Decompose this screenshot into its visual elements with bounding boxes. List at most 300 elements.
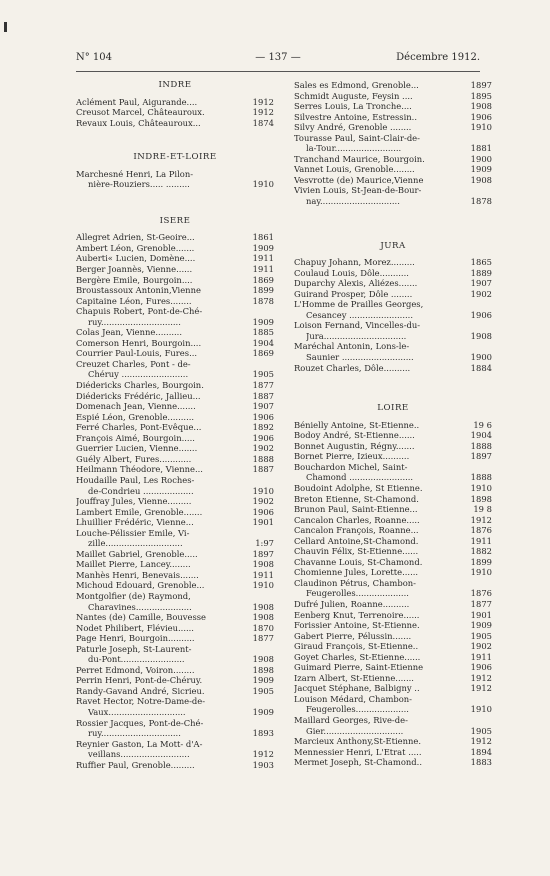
- member-entry: [76, 338, 274, 349]
- member-entry: [294, 352, 492, 363]
- member-name: Guély Albert, Fures............: [76, 453, 192, 464]
- member-entry: [294, 536, 492, 547]
- member-name: Manhès Henri, Benevais.......: [76, 569, 199, 580]
- member-name: Duparchy Alexis, Aliézes.......: [294, 278, 418, 289]
- member-name: la-Tour.........................: [306, 143, 402, 154]
- member-name: Breton Etienne, St-Chamond.: [294, 493, 419, 504]
- member-name: Colas Jean, Vienne..........: [76, 327, 183, 338]
- member-entry: [76, 749, 274, 760]
- member-entry: [76, 686, 274, 697]
- member-year: 1902: [252, 496, 274, 507]
- member-year: 1908: [252, 601, 274, 612]
- member-entry: [294, 620, 492, 631]
- member-year: 1909: [252, 675, 274, 686]
- member-name: Cancalon François, Roanne...: [294, 525, 419, 536]
- member-year: 1884: [470, 362, 492, 373]
- member-year: 1902: [470, 288, 492, 299]
- member-entry: [294, 557, 492, 568]
- member-entry: [76, 528, 274, 539]
- member-entry: [294, 715, 492, 726]
- member-name: Chéruy .........................: [88, 369, 189, 380]
- member-entry: [76, 443, 274, 454]
- member-year: 1910: [470, 567, 492, 578]
- member-year: 1904: [252, 337, 274, 348]
- member-name: Silvy André, Grenoble ........: [294, 122, 412, 133]
- member-year: 1909: [252, 706, 274, 717]
- member-entry: [294, 185, 492, 196]
- member-year: 1878: [470, 196, 492, 207]
- member-name: Gabert Pierre, Pélussin.......: [294, 630, 412, 641]
- member-year: 1911: [252, 569, 274, 580]
- member-year: [470, 341, 492, 352]
- member-year: [470, 299, 492, 310]
- member-year: 1901: [252, 517, 274, 528]
- member-year: 1899: [470, 556, 492, 567]
- member-name: Heilmann Théodore, Vienne...: [76, 464, 203, 475]
- member-name: Chavanne Louis, St-Chamond.: [294, 556, 423, 567]
- member-year: [252, 306, 274, 317]
- member-year: 1906: [470, 662, 492, 673]
- member-name: Nodet Philibert, Flévieu......: [76, 622, 194, 633]
- member-name: Domenach Jean, Vienne.......: [76, 401, 196, 412]
- member-entry: [76, 644, 274, 655]
- member-entry: [76, 496, 274, 507]
- member-entry: [294, 154, 492, 165]
- member-entry: [76, 507, 274, 518]
- binding-mark: [4, 22, 7, 32]
- section-gap: [294, 373, 492, 403]
- member-entry: [76, 602, 274, 613]
- member-name: Cellard Antoine,St-Chamond.: [294, 535, 419, 546]
- member-year: 1861: [252, 232, 274, 243]
- member-name: Maréchal Antonin, Lons-le-: [294, 341, 410, 352]
- issue-number: N° 104: [76, 52, 113, 63]
- member-name: Guimard Pierre, Saint-Etienne: [294, 662, 424, 673]
- member-year: [470, 320, 492, 331]
- member-name: Vesvrotte (de) Maurice,Vienne: [294, 174, 424, 185]
- member-entry: [76, 760, 274, 771]
- section-gap: [76, 128, 274, 152]
- member-entry: [294, 683, 492, 694]
- member-entry: [76, 486, 274, 497]
- member-entry: [294, 472, 492, 483]
- member-entry: [294, 175, 492, 186]
- member-entry: [76, 433, 274, 444]
- member-year: 1905: [252, 369, 274, 380]
- member-year: 1910: [252, 485, 274, 496]
- member-entry: [294, 567, 492, 578]
- member-name: Rossier Jacques, Pont-de-Ché-: [76, 717, 204, 728]
- member-year: [470, 715, 492, 726]
- member-year: [470, 578, 492, 589]
- member-year: 1912: [470, 514, 492, 525]
- member-name: Loison Fernand, Vincelles-du-: [294, 320, 421, 331]
- member-year: 1894: [470, 746, 492, 757]
- member-name: Nantes (de) Camille, Bouvesse: [76, 612, 207, 623]
- section-title: LOIRE: [377, 403, 409, 414]
- member-name: Goyet Charles, St-Etienne......: [294, 651, 421, 662]
- member-entry: [76, 549, 274, 560]
- member-entry: [76, 317, 274, 328]
- member-entry: [294, 268, 492, 279]
- member-name: Tranchand Maurice, Bourgoin.: [294, 153, 425, 164]
- member-name: Mermet Joseph, St-Chamond..: [294, 757, 422, 768]
- member-name: Bouchardon Michel, Saint-: [294, 461, 408, 472]
- member-year: 1893: [252, 728, 274, 739]
- member-name: nay..............................: [306, 196, 400, 207]
- member-name: Allegret Adrien, St-Geoire...: [76, 232, 195, 243]
- member-year: 1906: [470, 111, 492, 122]
- member-name: Cesancey ........................: [306, 309, 413, 320]
- member-year: 1888: [252, 453, 274, 464]
- page-number: — 137 —: [255, 52, 301, 63]
- member-name: Berger Joannès, Vienne......: [76, 264, 193, 275]
- member-name: Vivien Louis, St-Jean-de-Bour-: [294, 185, 422, 196]
- member-year: 1878: [252, 295, 274, 306]
- member-name: Courrier Paul-Louis, Fures...: [76, 348, 198, 359]
- section-title: INDRE-ET-LOIRE: [133, 152, 217, 163]
- member-name: François Aimé, Bourgoin.....: [76, 432, 195, 443]
- member-name: Sales es Edmond, Grenoble...: [294, 80, 419, 90]
- member-entry: [76, 275, 274, 286]
- member-year: [252, 718, 274, 729]
- member-year: [252, 359, 274, 370]
- member-year: 1902: [470, 641, 492, 652]
- member-entry: [76, 728, 274, 739]
- member-year: 1912: [470, 672, 492, 683]
- member-year: 1876: [470, 525, 492, 536]
- member-year: 1911: [252, 253, 274, 264]
- member-name: Maillet Pierre, Lancey........: [76, 559, 191, 570]
- member-name: Comerson Henri, Bourgoin....: [76, 337, 202, 348]
- member-name: Eenberg Knut, Terrenoire......: [294, 609, 420, 620]
- member-entry: [294, 546, 492, 557]
- member-entry: [294, 101, 492, 112]
- member-year: [470, 185, 492, 196]
- member-year: 1877: [252, 633, 274, 644]
- member-name: Houdaille Paul, Les Roches-: [76, 474, 195, 485]
- member-entry: [76, 739, 274, 750]
- member-year: 1909: [470, 164, 492, 175]
- member-entry: [76, 464, 274, 475]
- member-entry: [294, 299, 492, 310]
- member-year: [470, 694, 492, 705]
- member-year: 1898: [470, 493, 492, 504]
- member-entry: [294, 599, 492, 610]
- member-year: [252, 644, 274, 655]
- member-name: Serres Louis, La Tronche....: [294, 101, 412, 112]
- member-year: 1900: [470, 352, 492, 363]
- member-year: 1876: [470, 588, 492, 599]
- member-name: Michoud Edouard, Grenoble...: [76, 580, 205, 591]
- member-year: 1900: [470, 153, 492, 164]
- member-year: [252, 696, 274, 707]
- member-entry: [294, 310, 492, 321]
- member-name: Feugerolles....................: [306, 588, 409, 599]
- member-name: Dufré Julien, Roanne..........: [294, 598, 410, 609]
- member-entry: [294, 652, 492, 663]
- member-name: Claudinon Pétrus, Chambon-: [294, 577, 416, 588]
- member-name: Boudoint Adolphe, St Etienne.: [294, 482, 423, 493]
- member-name: Gier..............................: [306, 725, 404, 736]
- member-entry: [76, 517, 274, 528]
- member-entry: [294, 91, 492, 102]
- page-header: [76, 52, 480, 66]
- member-entry: [294, 289, 492, 300]
- member-entry: [294, 420, 492, 431]
- member-year: 1883: [470, 757, 492, 768]
- member-entry: [76, 359, 274, 370]
- member-name: Chomienne Jules, Lorette......: [294, 567, 419, 578]
- member-name: Louison Médard, Chambon-: [294, 693, 413, 704]
- member-year: [252, 169, 274, 180]
- member-name: Bonnet Augustin, Régny.......: [294, 440, 415, 451]
- member-entry: [76, 675, 274, 686]
- member-year: 1904: [470, 430, 492, 441]
- member-year: 1906: [252, 432, 274, 443]
- member-year: 1907: [470, 278, 492, 289]
- member-name: Page Henri, Bourgoin..........: [76, 633, 195, 644]
- member-entry: [76, 107, 274, 118]
- member-name: Ravet Hector, Notre-Dame-de-: [76, 696, 206, 707]
- member-entry: [76, 285, 274, 296]
- member-name: Auberti« Lucien, Domène....: [76, 253, 196, 264]
- member-year: 1910: [470, 482, 492, 493]
- member-name: Rouzet Charles, Dôle..........: [294, 362, 411, 373]
- member-entry: [76, 559, 274, 570]
- member-entry: [294, 320, 492, 331]
- member-entry: [76, 169, 274, 180]
- member-year: 1898: [252, 664, 274, 675]
- member-entry: [294, 122, 492, 133]
- member-entry: [294, 80, 492, 91]
- member-year: 1909: [252, 242, 274, 253]
- section-title: ISERE: [159, 215, 191, 226]
- member-name: Coulaud Louis, Dôle...........: [294, 267, 409, 278]
- member-name: ruy..............................: [88, 728, 181, 739]
- member-entry: [76, 264, 274, 275]
- member-name: ruy..............................: [88, 316, 181, 327]
- member-entry: [294, 164, 492, 175]
- member-year: [252, 528, 274, 539]
- member-year: 1887: [252, 390, 274, 401]
- member-entry: [76, 580, 274, 591]
- member-year: 1885: [252, 327, 274, 338]
- member-entry: [294, 673, 492, 684]
- member-entry: [76, 696, 274, 707]
- member-year: [252, 475, 274, 486]
- member-name: Saunier ...........................: [306, 352, 414, 363]
- member-year: 1908: [252, 612, 274, 623]
- member-name: Creuzet Charles, Pont - de-: [76, 358, 191, 369]
- member-year: 1877: [470, 598, 492, 609]
- member-entry: [294, 257, 492, 268]
- member-entry: [294, 662, 492, 673]
- member-year: 1910: [252, 179, 274, 190]
- member-entry: [294, 736, 492, 747]
- member-name: Feugerolles....................: [306, 704, 409, 715]
- member-name: Tourasse Paul, Saint-Clair-de-: [294, 132, 420, 143]
- member-name: Vaux.............................: [88, 706, 186, 717]
- member-year: 1908: [470, 174, 492, 185]
- member-name: Giraud François, St-Etienne..: [294, 641, 419, 652]
- left-column: [76, 80, 274, 770]
- member-name: Broustassoux Antonin,Vienne: [76, 285, 201, 296]
- member-entry: [76, 538, 274, 549]
- section-gap: [294, 207, 492, 241]
- member-year: 1887: [252, 464, 274, 475]
- member-year: 19 6: [473, 419, 492, 430]
- member-year: 1899: [252, 285, 274, 296]
- member-entry: [76, 118, 274, 129]
- member-name: Jacquet Stéphane, Balbigny ..: [294, 683, 420, 694]
- member-entry: [294, 641, 492, 652]
- member-entry: [294, 112, 492, 123]
- member-entry: [294, 525, 492, 536]
- member-name: Guirand Prosper, Dôle ........: [294, 288, 413, 299]
- member-name: du-Pont........................: [88, 654, 185, 665]
- section-title: INDRE: [158, 80, 192, 90]
- member-year: 1903: [252, 759, 274, 770]
- member-entry: [294, 341, 492, 352]
- member-year: 1905: [252, 685, 274, 696]
- member-name: Chapuy Johann, Morez.........: [294, 257, 415, 268]
- issue-date: Décembre 1912.: [396, 52, 480, 63]
- member-entry: [76, 327, 274, 338]
- member-name: Perret Edmond, Voiron........: [76, 664, 195, 675]
- member-year: 1908: [470, 330, 492, 341]
- member-name: zille.............................: [88, 538, 183, 549]
- member-name: Vannet Louis, Grenoble........: [294, 164, 415, 175]
- member-entry: [294, 278, 492, 289]
- member-name: Revaux Louis, Châteauroux...: [76, 117, 201, 128]
- member-entry: [76, 97, 274, 108]
- member-year: 1907: [252, 401, 274, 412]
- member-year: 1897: [470, 451, 492, 462]
- member-entry: [76, 348, 274, 359]
- member-year: 1889: [470, 267, 492, 278]
- member-name: nière-Rouziers..... .........: [88, 179, 190, 190]
- member-year: 1888: [470, 472, 492, 483]
- member-name: de-Condrieu ...................: [88, 485, 194, 496]
- member-name: Bénielly Antoine, St-Etienne..: [294, 419, 420, 430]
- member-year: [470, 133, 492, 144]
- member-entry: [294, 726, 492, 737]
- member-entry: [76, 422, 274, 433]
- right-column: [294, 80, 492, 768]
- member-name: Maillet Gabriel, Grenoble.....: [76, 548, 198, 559]
- member-name: Silvestre Antoine, Estressin..: [294, 111, 417, 122]
- member-name: Reynier Gaston, La Mott- d'A-: [76, 738, 203, 749]
- member-year: 1:97: [255, 538, 274, 549]
- member-name: Mennessier Henri, L'Etrat .....: [294, 746, 422, 757]
- member-name: Forissier Antoine, St-Etienne.: [294, 620, 420, 631]
- member-year: 1912: [470, 736, 492, 747]
- member-entry: [76, 454, 274, 465]
- member-entry: [76, 718, 274, 729]
- member-entry: [294, 588, 492, 599]
- member-name: Montgolfier (de) Raymond,: [76, 590, 191, 601]
- member-entry: [294, 441, 492, 452]
- member-year: 1910: [470, 122, 492, 133]
- member-name: Charavines.....................: [88, 601, 192, 612]
- member-entry: [76, 253, 274, 264]
- member-name: Jura...............................: [306, 330, 407, 341]
- member-year: 1910: [252, 580, 274, 591]
- member-year: 1909: [470, 620, 492, 631]
- member-name: Jouffray Jules, Vienne.........: [76, 496, 192, 507]
- member-name: Bergère Emile, Bourgoin....: [76, 274, 193, 285]
- member-entry: [294, 363, 492, 374]
- member-entry: [294, 133, 492, 144]
- member-year: 19 8: [473, 504, 492, 515]
- member-entry: [294, 196, 492, 207]
- member-entry: [76, 296, 274, 307]
- member-entry: [76, 612, 274, 623]
- member-year: 1877: [252, 380, 274, 391]
- member-year: 1865: [470, 257, 492, 268]
- section-gap: [76, 190, 274, 216]
- member-name: Perrin Henri, Pont-de-Chéruy.: [76, 675, 203, 686]
- member-year: 1908: [252, 559, 274, 570]
- member-entry: [294, 578, 492, 589]
- member-name: Maillard Georges, Rive-de-: [294, 714, 408, 725]
- member-entry: [76, 665, 274, 676]
- member-name: Chauvin Félix, St-Etienne......: [294, 546, 419, 557]
- member-entry: [76, 654, 274, 665]
- member-year: 1906: [252, 506, 274, 517]
- member-entry: [76, 591, 274, 602]
- member-name: Schmidt Auguste, Feysin ....: [294, 90, 413, 101]
- member-name: Marcieux Anthony,St-Etienne.: [294, 736, 422, 747]
- member-name: Bodoy André, St-Etienne......: [294, 430, 415, 441]
- member-name: Bornet Pierre, Izieux..........: [294, 451, 410, 462]
- member-entry: [76, 306, 274, 317]
- member-entry: [76, 232, 274, 243]
- member-entry: [76, 391, 274, 402]
- member-year: 1908: [470, 101, 492, 112]
- member-entry: [76, 179, 274, 190]
- member-year: 1912: [470, 683, 492, 694]
- member-entry: [76, 475, 274, 486]
- member-year: 1869: [252, 348, 274, 359]
- member-year: 1909: [252, 316, 274, 327]
- member-year: 1892: [252, 422, 274, 433]
- member-year: 1881: [470, 143, 492, 154]
- member-name: Aclément Paul, Aigurande....: [76, 96, 198, 107]
- member-name: Chamond ........................: [306, 472, 414, 483]
- header-rule: [76, 71, 480, 72]
- member-entry: [294, 331, 492, 342]
- member-year: 1874: [252, 117, 274, 128]
- member-year: 1882: [470, 546, 492, 557]
- member-year: [252, 591, 274, 602]
- member-year: 1895: [470, 90, 492, 101]
- member-name: Paturle Joseph, St-Laurent-: [76, 643, 192, 654]
- member-year: 1912: [252, 96, 274, 107]
- member-name: Diédericks Charles, Bourgoin.: [76, 380, 204, 391]
- member-name: Chapuis Robert, Pont-de-Ché-: [76, 306, 203, 317]
- member-entry: [294, 451, 492, 462]
- member-name: L'Homme de Prailles Georges,: [294, 299, 424, 310]
- member-entry: [76, 412, 274, 423]
- member-entry: [294, 757, 492, 768]
- member-name: Diédericks Frédéric, Jallieu...: [76, 390, 201, 401]
- member-name: Guerrier Lucien, Vienne.......: [76, 443, 198, 454]
- member-name: Brunon Paul, Saint-Etienne...: [294, 504, 418, 515]
- member-year: 1910: [470, 704, 492, 715]
- member-year: 1911: [470, 535, 492, 546]
